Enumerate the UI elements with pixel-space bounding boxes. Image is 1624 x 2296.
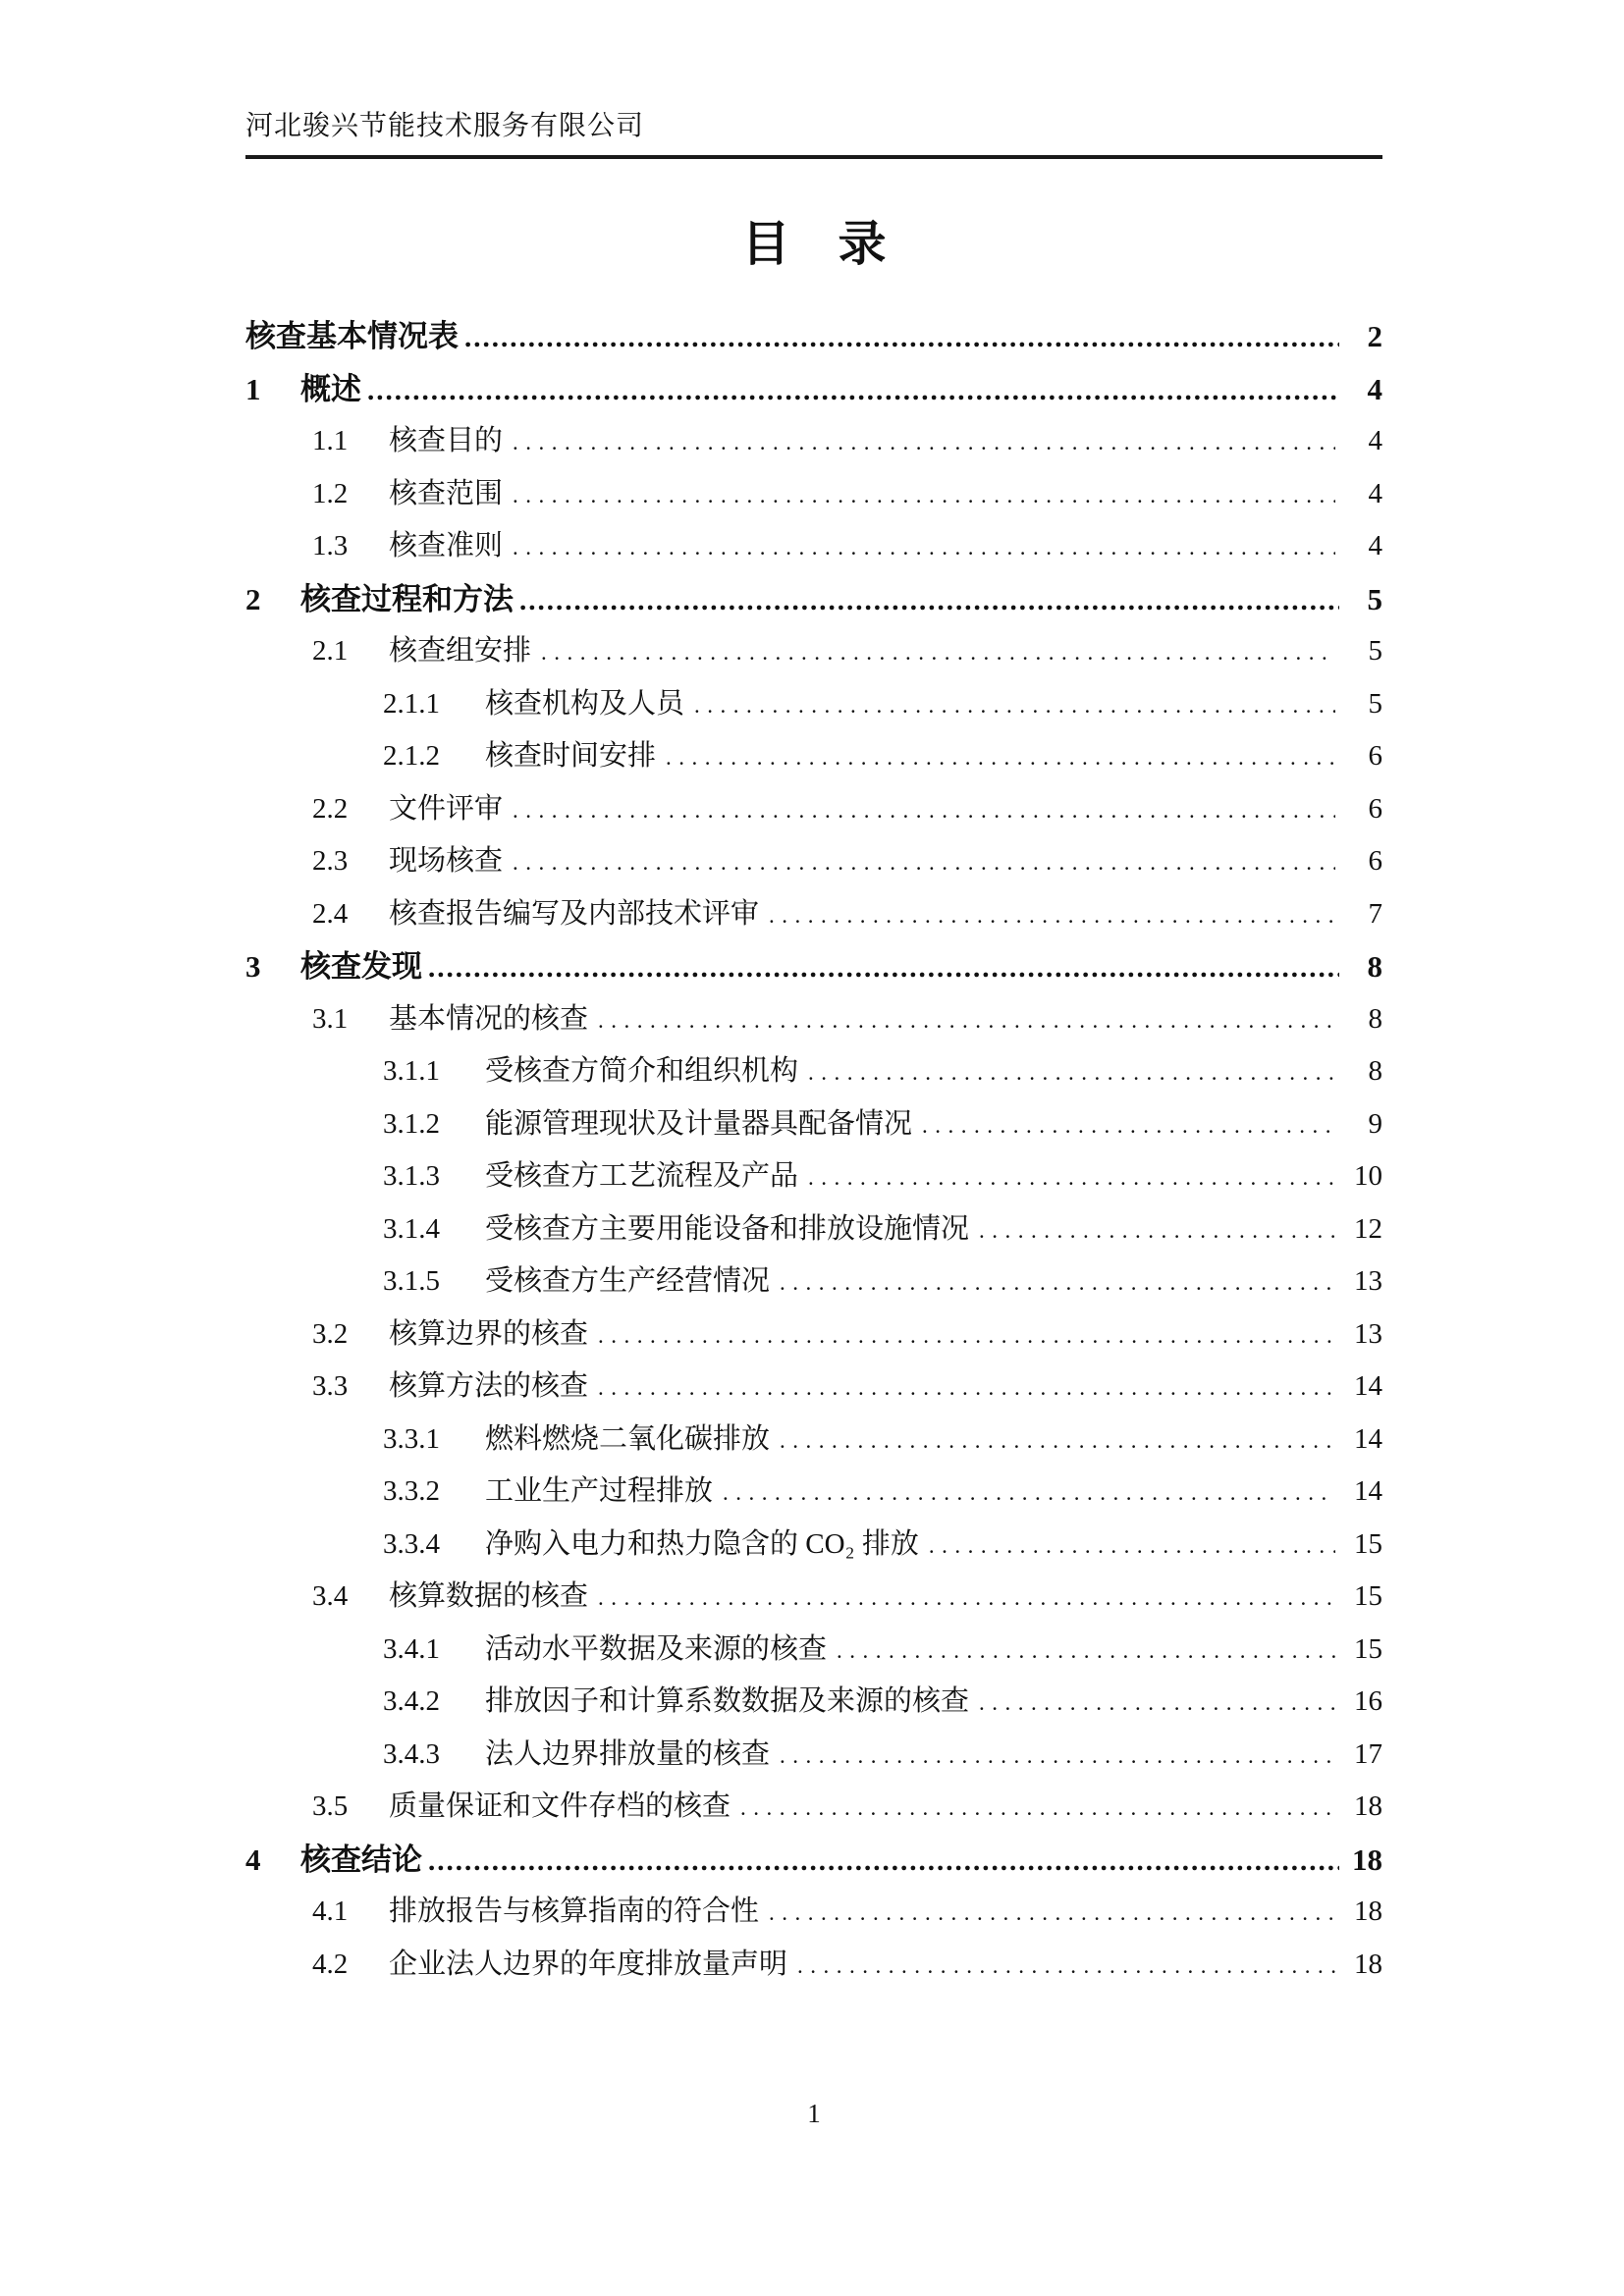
toc-entry-number: 2.1.1 xyxy=(383,687,440,720)
toc-entry xyxy=(245,1729,1382,1782)
toc-entry-page: 18 xyxy=(1354,1790,1382,1822)
dot-leader xyxy=(797,1940,1335,1993)
toc-entry-number: 4.2 xyxy=(312,1948,349,1980)
toc-entry-label: 净购入电力和热力隐含的 CO₂ 排放 xyxy=(485,1527,919,1560)
toc-entry-number: 2.4 xyxy=(312,897,349,930)
toc-entry-label: 核查发现 xyxy=(300,949,422,984)
dot-leader xyxy=(979,1204,1335,1257)
toc-entry-number: 2 xyxy=(245,581,261,616)
toc-entry-page: 5 xyxy=(1368,687,1382,720)
toc-entry xyxy=(245,1519,1382,1572)
toc-entry xyxy=(245,1308,1382,1362)
toc-entry-number: 3.1.4 xyxy=(383,1212,440,1245)
toc-title: 目 录 xyxy=(741,217,887,271)
toc-entry-page: 7 xyxy=(1368,897,1382,930)
toc-entry xyxy=(245,783,1382,836)
dot-leader xyxy=(513,469,1335,522)
toc-entry xyxy=(245,573,1382,626)
toc-entry-page: 17 xyxy=(1354,1737,1382,1770)
toc-entry xyxy=(245,363,1382,416)
toc-entry-number: 2.3 xyxy=(312,845,349,877)
toc-entry-number: 3.1.5 xyxy=(383,1265,440,1297)
toc-entry-number: 3.2 xyxy=(312,1317,349,1350)
dot-leader xyxy=(808,1151,1335,1204)
toc-entry-number: 1 xyxy=(245,371,261,406)
toc-entry-label: 受核查方生产经营情况 xyxy=(485,1265,771,1297)
toc-entry-label: 企业法人边界的年度排放量声明 xyxy=(389,1948,788,1980)
toc-entry-number: 3.3.2 xyxy=(383,1475,440,1507)
toc-entry-page: 9 xyxy=(1368,1107,1382,1140)
toc-entry-label: 核查范围 xyxy=(389,477,504,509)
dot-leader xyxy=(666,731,1335,784)
dot-leader xyxy=(598,994,1335,1047)
toc-entry-label: 工业生产过程排放 xyxy=(485,1475,714,1507)
toc-entry-number: 3.3.1 xyxy=(383,1422,440,1455)
dot-leader xyxy=(513,836,1335,889)
footer-page-number: 1 xyxy=(807,2099,821,2128)
toc-list xyxy=(245,310,1382,1991)
toc-entry-page: 8 xyxy=(1368,1055,1382,1087)
toc-entry xyxy=(245,1414,1382,1467)
toc-entry-number: 3.4.1 xyxy=(383,1632,440,1665)
toc-entry-number: 3.5 xyxy=(312,1790,349,1822)
dot-leader xyxy=(780,1730,1335,1783)
toc-entry-page: 5 xyxy=(1367,581,1382,616)
toc-entry xyxy=(245,310,1382,363)
dot-leader xyxy=(519,575,1339,628)
dot-leader xyxy=(780,1415,1335,1468)
dot-leader xyxy=(769,889,1335,942)
toc-entry-number: 3.1.2 xyxy=(383,1107,440,1140)
dot-leader xyxy=(929,1520,1335,1573)
toc-entry-number: 3.3.4 xyxy=(383,1527,440,1560)
toc-entry-label: 核查过程和方法 xyxy=(300,581,514,616)
toc-entry-page: 5 xyxy=(1368,635,1382,667)
dot-leader xyxy=(428,1836,1339,1889)
dot-leader xyxy=(513,784,1335,837)
toc-entry-number: 3.4 xyxy=(312,1580,349,1612)
toc-entry-page: 18 xyxy=(1354,1896,1382,1927)
dot-leader xyxy=(740,1782,1335,1835)
toc-entry-page: 18 xyxy=(1354,1948,1382,1980)
dot-leader xyxy=(598,1309,1335,1362)
dot-leader xyxy=(780,1256,1335,1309)
dot-leader xyxy=(598,1362,1335,1415)
toc-entry-page: 6 xyxy=(1368,740,1382,772)
toc-entry-label: 法人边界排放量的核查 xyxy=(485,1737,771,1770)
dot-leader xyxy=(464,312,1339,365)
toc-entry-number: 4 xyxy=(245,1842,261,1877)
toc-entry-label: 活动水平数据及来源的核查 xyxy=(485,1632,828,1665)
dot-leader xyxy=(367,365,1339,418)
toc-entry-page: 12 xyxy=(1354,1212,1382,1245)
toc-entry-page: 4 xyxy=(1368,530,1382,561)
toc-entry-page: 13 xyxy=(1354,1265,1382,1297)
dot-leader xyxy=(541,626,1335,679)
toc-entry-label: 质量保证和文件存档的核查 xyxy=(389,1790,731,1822)
toc-entry-label: 基本情况的核查 xyxy=(389,1002,589,1035)
toc-entry-number: 3.1 xyxy=(312,1002,349,1035)
toc-entry-page: 6 xyxy=(1368,792,1382,825)
toc-entry xyxy=(245,993,1382,1046)
toc-entry-number: 3 xyxy=(245,949,261,984)
toc-entry xyxy=(245,625,1382,678)
toc-entry-number: 1.3 xyxy=(312,530,349,561)
toc-entry-page: 6 xyxy=(1368,845,1382,877)
toc-entry-label: 核查报告编写及内部技术评审 xyxy=(389,897,760,930)
toc-entry-page: 10 xyxy=(1354,1160,1382,1192)
toc-entry-label: 受核查方主要用能设备和排放设施情况 xyxy=(485,1212,970,1245)
toc-entry xyxy=(245,1624,1382,1677)
toc-entry-number: 3.4.3 xyxy=(383,1737,440,1770)
toc-entry xyxy=(245,1045,1382,1098)
toc-entry-number: 3.1.3 xyxy=(383,1160,440,1192)
toc-entry-page: 16 xyxy=(1354,1685,1382,1717)
toc-entry-label: 排放因子和计算系数数据及来源的核查 xyxy=(485,1685,970,1717)
toc-entry-page: 4 xyxy=(1368,425,1382,456)
toc-entry xyxy=(245,1571,1382,1624)
toc-entry-number: 1.1 xyxy=(312,425,349,456)
toc-entry xyxy=(245,415,1382,468)
toc-entry xyxy=(245,1834,1382,1887)
dot-leader xyxy=(513,521,1335,574)
toc-entry xyxy=(245,1676,1382,1729)
toc-entry-label: 燃料燃烧二氧化碳排放 xyxy=(485,1422,771,1455)
toc-entry xyxy=(245,678,1382,731)
toc-entry-number: 4.1 xyxy=(312,1896,349,1927)
toc-entry xyxy=(245,1150,1382,1203)
toc-entry xyxy=(245,468,1382,521)
toc-entry-page: 8 xyxy=(1368,1002,1382,1035)
toc-entry-number: 1.2 xyxy=(312,477,349,509)
toc-entry-label: 核查基本情况表 xyxy=(245,319,459,353)
toc-entry-label: 核查组安排 xyxy=(389,635,532,667)
toc-entry-number: 3.1.1 xyxy=(383,1055,440,1087)
toc-entry-label: 核查目的 xyxy=(389,425,504,456)
toc-entry xyxy=(245,1466,1382,1519)
toc-entry-label: 核查结论 xyxy=(300,1842,422,1877)
toc-entry-page: 4 xyxy=(1367,371,1382,406)
toc-entry xyxy=(245,1361,1382,1414)
dot-leader xyxy=(598,1572,1335,1625)
toc-entry-page: 18 xyxy=(1352,1842,1382,1877)
dot-leader xyxy=(922,1099,1335,1152)
toc-entry xyxy=(245,1939,1382,1992)
dot-leader xyxy=(694,679,1335,732)
dot-leader xyxy=(837,1625,1335,1678)
dot-leader xyxy=(769,1887,1335,1940)
toc-entry xyxy=(245,888,1382,941)
toc-entry-label: 受核查方简介和组织机构 xyxy=(485,1055,799,1087)
dot-leader xyxy=(723,1467,1335,1520)
dot-leader xyxy=(428,942,1339,995)
toc-entry-page: 8 xyxy=(1367,949,1382,984)
toc-entry-label: 文件评审 xyxy=(389,792,504,825)
toc-entry-label: 核算边界的核查 xyxy=(389,1317,589,1350)
toc-entry-label: 核查准则 xyxy=(389,530,504,561)
toc-entry-number: 3.3 xyxy=(312,1370,349,1402)
toc-entry-number: 3.4.2 xyxy=(383,1685,440,1717)
toc-entry-label: 核算方法的核查 xyxy=(389,1370,589,1402)
toc-entry xyxy=(245,1255,1382,1308)
dot-leader xyxy=(808,1046,1335,1099)
toc-entry-page: 2 xyxy=(1367,319,1382,353)
toc-entry-page: 14 xyxy=(1354,1475,1382,1507)
toc-entry-label: 核算数据的核查 xyxy=(389,1580,589,1612)
toc-entry-label: 现场核查 xyxy=(389,845,504,877)
toc-entry-page: 15 xyxy=(1354,1632,1382,1665)
toc-entry-label: 核查机构及人员 xyxy=(485,687,685,720)
toc-entry-page: 4 xyxy=(1368,477,1382,509)
toc-entry xyxy=(245,1203,1382,1256)
toc-entry-label: 概述 xyxy=(300,371,361,406)
toc-entry-page: 13 xyxy=(1354,1317,1382,1350)
toc-entry-number: 2.2 xyxy=(312,792,349,825)
toc-entry xyxy=(245,1781,1382,1834)
toc-entry xyxy=(245,730,1382,783)
toc-entry-page: 14 xyxy=(1354,1422,1382,1455)
toc-entry-label: 核查时间安排 xyxy=(485,740,657,772)
toc-entry-page: 14 xyxy=(1354,1370,1382,1402)
toc-entry xyxy=(245,1098,1382,1151)
toc-entry xyxy=(245,520,1382,573)
toc-entry-number: 2.1.2 xyxy=(383,740,440,772)
toc-entry-label: 受核查方工艺流程及产品 xyxy=(485,1160,799,1192)
toc-entry-page: 15 xyxy=(1354,1527,1382,1560)
toc-entry-label: 排放报告与核算指南的符合性 xyxy=(389,1896,760,1927)
toc-entry-page: 15 xyxy=(1354,1580,1382,1612)
dot-leader xyxy=(979,1677,1335,1730)
toc-entry-number: 2.1 xyxy=(312,635,349,667)
company-header: 河北骏兴节能技术服务有限公司 xyxy=(245,104,1382,159)
toc-entry xyxy=(245,1886,1382,1939)
dot-leader xyxy=(513,416,1335,469)
toc-entry xyxy=(245,835,1382,888)
toc-entry xyxy=(245,940,1382,993)
toc-entry-label: 能源管理现状及计量器具配备情况 xyxy=(485,1107,913,1140)
